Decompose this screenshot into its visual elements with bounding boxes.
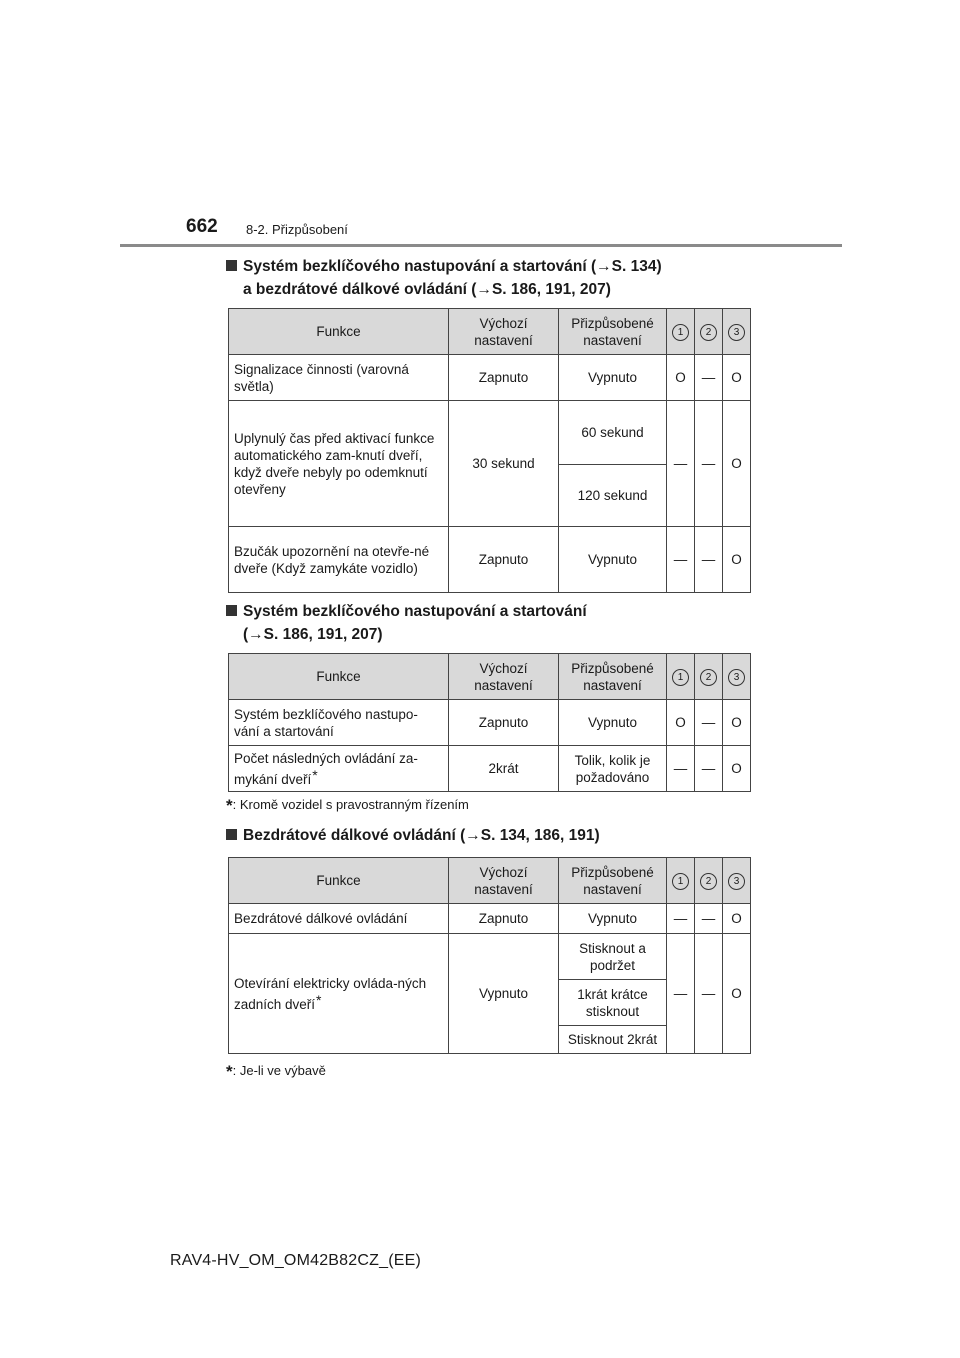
col-header-default: Výchozí nastavení [449, 309, 559, 355]
footnote-section2: *: Kromě vozidel s pravostranným řízením [226, 796, 469, 815]
table-row: Uplynulý čas před aktivací funkce automatického zam-knutí dveří, když dveře nebyly po odemknutí otevřeny 30 sekund 60 sekund — — O [229, 401, 751, 465]
circled-1-icon: 1 [672, 669, 689, 686]
table-section3 [228, 857, 751, 1054]
circled-2-icon: 2 [700, 324, 717, 341]
table-row: 120 sekund [229, 465, 751, 527]
circled-3-icon: 3 [728, 873, 745, 890]
circled-2-icon: 2 [700, 873, 717, 890]
section3-heading: Bezdrátové dálkové ovládání (→S. 134, 186, 191) [226, 824, 600, 847]
footnote-section3: *: Je-li ve výbavě [226, 1062, 326, 1081]
table-section2 [228, 653, 751, 792]
circled-3-icon: 3 [728, 324, 745, 341]
table-section1 [228, 308, 751, 593]
table-header-row: Funkce Výchozí nastavení Přizpůsobené nastavení 1 2 3 [229, 858, 751, 904]
table-row: Signalizace činnosti (varovná světla) Zapnuto Vypnuto O — O [229, 355, 751, 401]
square-bullet-icon [226, 260, 237, 271]
section1-heading: Systém bezklíčového nastupování a startování (→S. 134) a bezdrátové dálkové ovládání (→S. 186, 191, 207) [226, 255, 662, 301]
section-label: 8-2. Přizpůsobení [246, 222, 348, 237]
circled-1-icon: 1 [672, 873, 689, 890]
table-row: Počet následných ovládání za-mykání dveří* 2krát Tolik, kolik je požadováno — — O [229, 746, 751, 792]
col-header-custom: Přizpůsobené nastavení [559, 309, 667, 355]
table-row: 1krát krátce stisknout [229, 980, 751, 1026]
page-number: 662 [186, 216, 218, 237]
table-row: Bezdrátové dálkové ovládání Zapnuto Vypnuto — — O [229, 904, 751, 934]
circled-3-icon: 3 [728, 669, 745, 686]
table-header-row: Funkce Výchozí nastavení Přizpůsobené nastavení 1 2 3 [229, 654, 751, 700]
square-bullet-icon [226, 829, 237, 840]
table-row: Otevírání elektricky ovláda-ných zadních dveří* Vypnuto Stisknout a podržet — — O [229, 934, 751, 980]
col-header-func: Funkce [229, 309, 449, 355]
table-header-row [229, 309, 751, 355]
header-divider [120, 244, 842, 247]
table-row: Stisknout 2krát [229, 1026, 751, 1054]
square-bullet-icon [226, 605, 237, 616]
circled-1-icon: 1 [672, 324, 689, 341]
table-row: Bzučák upozornění na otevře-né dveře (Když zamykáte vozidlo) Zapnuto Vypnuto — — O [229, 527, 751, 593]
document-code: RAV4-HV_OM_OM42B82CZ_(EE) [170, 1252, 421, 1269]
section2-heading: Systém bezklíčového nastupování a startování (→S. 186, 191, 207) [226, 600, 587, 646]
circled-2-icon: 2 [700, 669, 717, 686]
table-row: Systém bezklíčového nastupo-vání a startování Zapnuto Vypnuto O — O [229, 700, 751, 746]
